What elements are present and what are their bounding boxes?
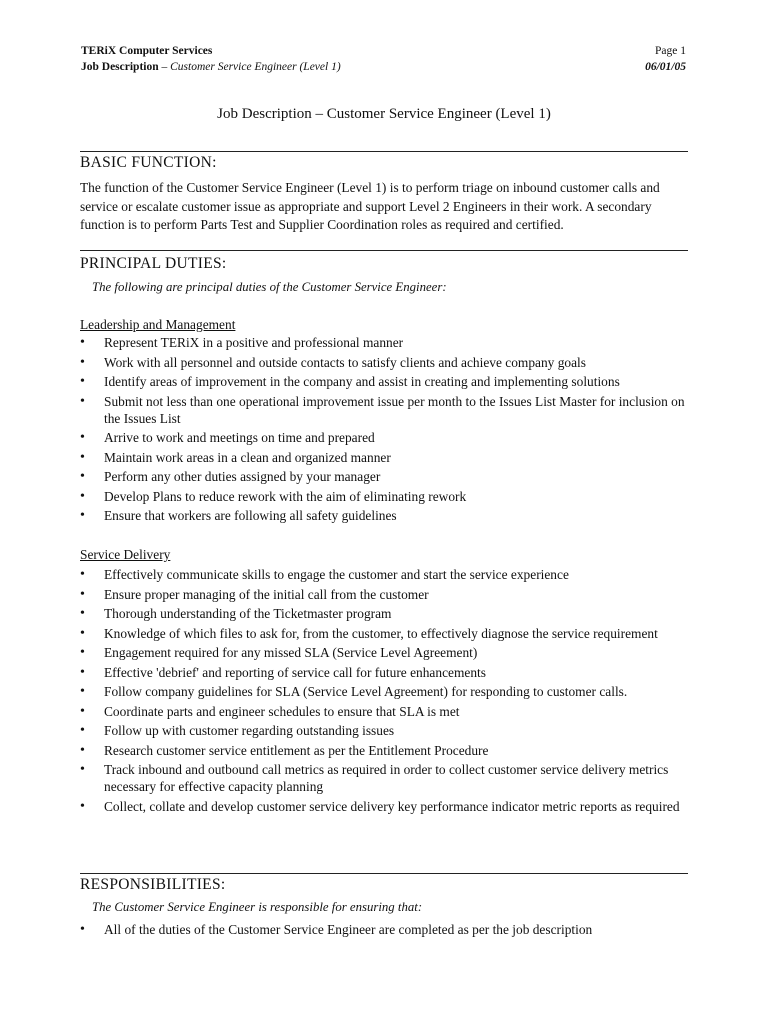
list-item: • All of the duties of the Customer Service Engineer are completed as per the job description — [80, 921, 692, 938]
header-date: 06/01/05 — [645, 61, 686, 73]
leadership-list — [80, 334, 692, 527]
header-label: Job Description — [81, 61, 159, 73]
list-item: • Follow company guidelines for SLA (Service Level Agreement) for responding to customer calls. — [80, 683, 692, 700]
divider — [80, 151, 688, 152]
company-name: TERiX Computer Services — [81, 45, 213, 57]
responsibilities-heading: RESPONSIBILITIES: — [80, 876, 226, 893]
service-delivery-list — [80, 566, 692, 817]
principal-duties-intro: The following are principal duties of the Customer Service Engineer: — [92, 280, 447, 294]
list-item: • Arrive to work and meetings on time and prepared — [80, 429, 692, 446]
list-item: • Ensure that workers are following all safety guidelines — [80, 507, 692, 524]
list-item: • Coordinate parts and engineer schedules to ensure that SLA is met — [80, 703, 692, 720]
header-dash: – — [158, 61, 171, 73]
list-item: • Track inbound and outbound call metrics as required in order to collect customer service delivery metrics necessary for effective capacity planning — [80, 761, 692, 795]
list-item: • Follow up with customer regarding outstanding issues — [80, 722, 692, 739]
list-item: • Effectively communicate skills to engage the customer and start the service experience — [80, 566, 692, 583]
page-number: Page 1 — [655, 45, 686, 57]
leadership-subheading: Leadership and Management — [80, 317, 236, 332]
principal-duties-heading: PRINCIPAL DUTIES: — [80, 255, 227, 272]
responsibilities-intro: The Customer Service Engineer is responsible for ensuring that: — [92, 900, 423, 914]
list-item: • Maintain work areas in a clean and organized manner — [80, 449, 692, 466]
basic-function-heading: BASIC FUNCTION: — [80, 154, 217, 171]
service-delivery-subheading: Service Delivery — [80, 547, 171, 562]
list-item: • Collect, collate and develop customer service delivery key performance indicator metric reports as required — [80, 798, 692, 815]
list-item: • Submit not less than one operational improvement issue per month to the Issues List Master for inclusion on the Issues List — [80, 393, 692, 427]
list-item: • Engagement required for any missed SLA (Service Level Agreement) — [80, 644, 692, 661]
responsibilities-list — [80, 921, 692, 941]
list-item: • Research customer service entitlement as per the Entitlement Procedure — [80, 742, 692, 759]
divider — [80, 250, 688, 251]
header-line-2 — [81, 61, 686, 73]
list-item: • Ensure proper managing of the initial call from the customer — [80, 586, 692, 603]
basic-function-text: The function of the Customer Service Engineer (Level 1) is to perform triage on inbound customer calls and service or escalate customer issue as appropriate and support Level 2 Engineers in their work. A secondary function is to perform Parts Test and Supplier Coordination roles as required and certified. — [80, 180, 660, 232]
list-item: • Effective 'debrief' and reporting of service call for future enhancements — [80, 664, 692, 681]
list-item: • Represent TERiX in a positive and professional manner — [80, 334, 692, 351]
list-item: • Perform any other duties assigned by your manager — [80, 468, 692, 485]
divider — [80, 873, 688, 874]
list-item: • Thorough understanding of the Ticketmaster program — [80, 605, 692, 622]
list-item: • Identify areas of improvement in the company and assist in creating and implementing solutions — [80, 373, 692, 390]
list-item: • Knowledge of which files to ask for, from the customer, to effectively diagnose the service requirement — [80, 625, 692, 642]
header-role: Customer Service Engineer (Level 1) — [170, 61, 341, 73]
list-item: • Develop Plans to reduce rework with the aim of eliminating rework — [80, 488, 692, 505]
list-item: • Work with all personnel and outside contacts to satisfy clients and achieve company goals — [80, 354, 692, 371]
document-title: Job Description – Customer Service Engineer (Level 1) — [217, 106, 551, 122]
header-line-1 — [81, 45, 686, 57]
